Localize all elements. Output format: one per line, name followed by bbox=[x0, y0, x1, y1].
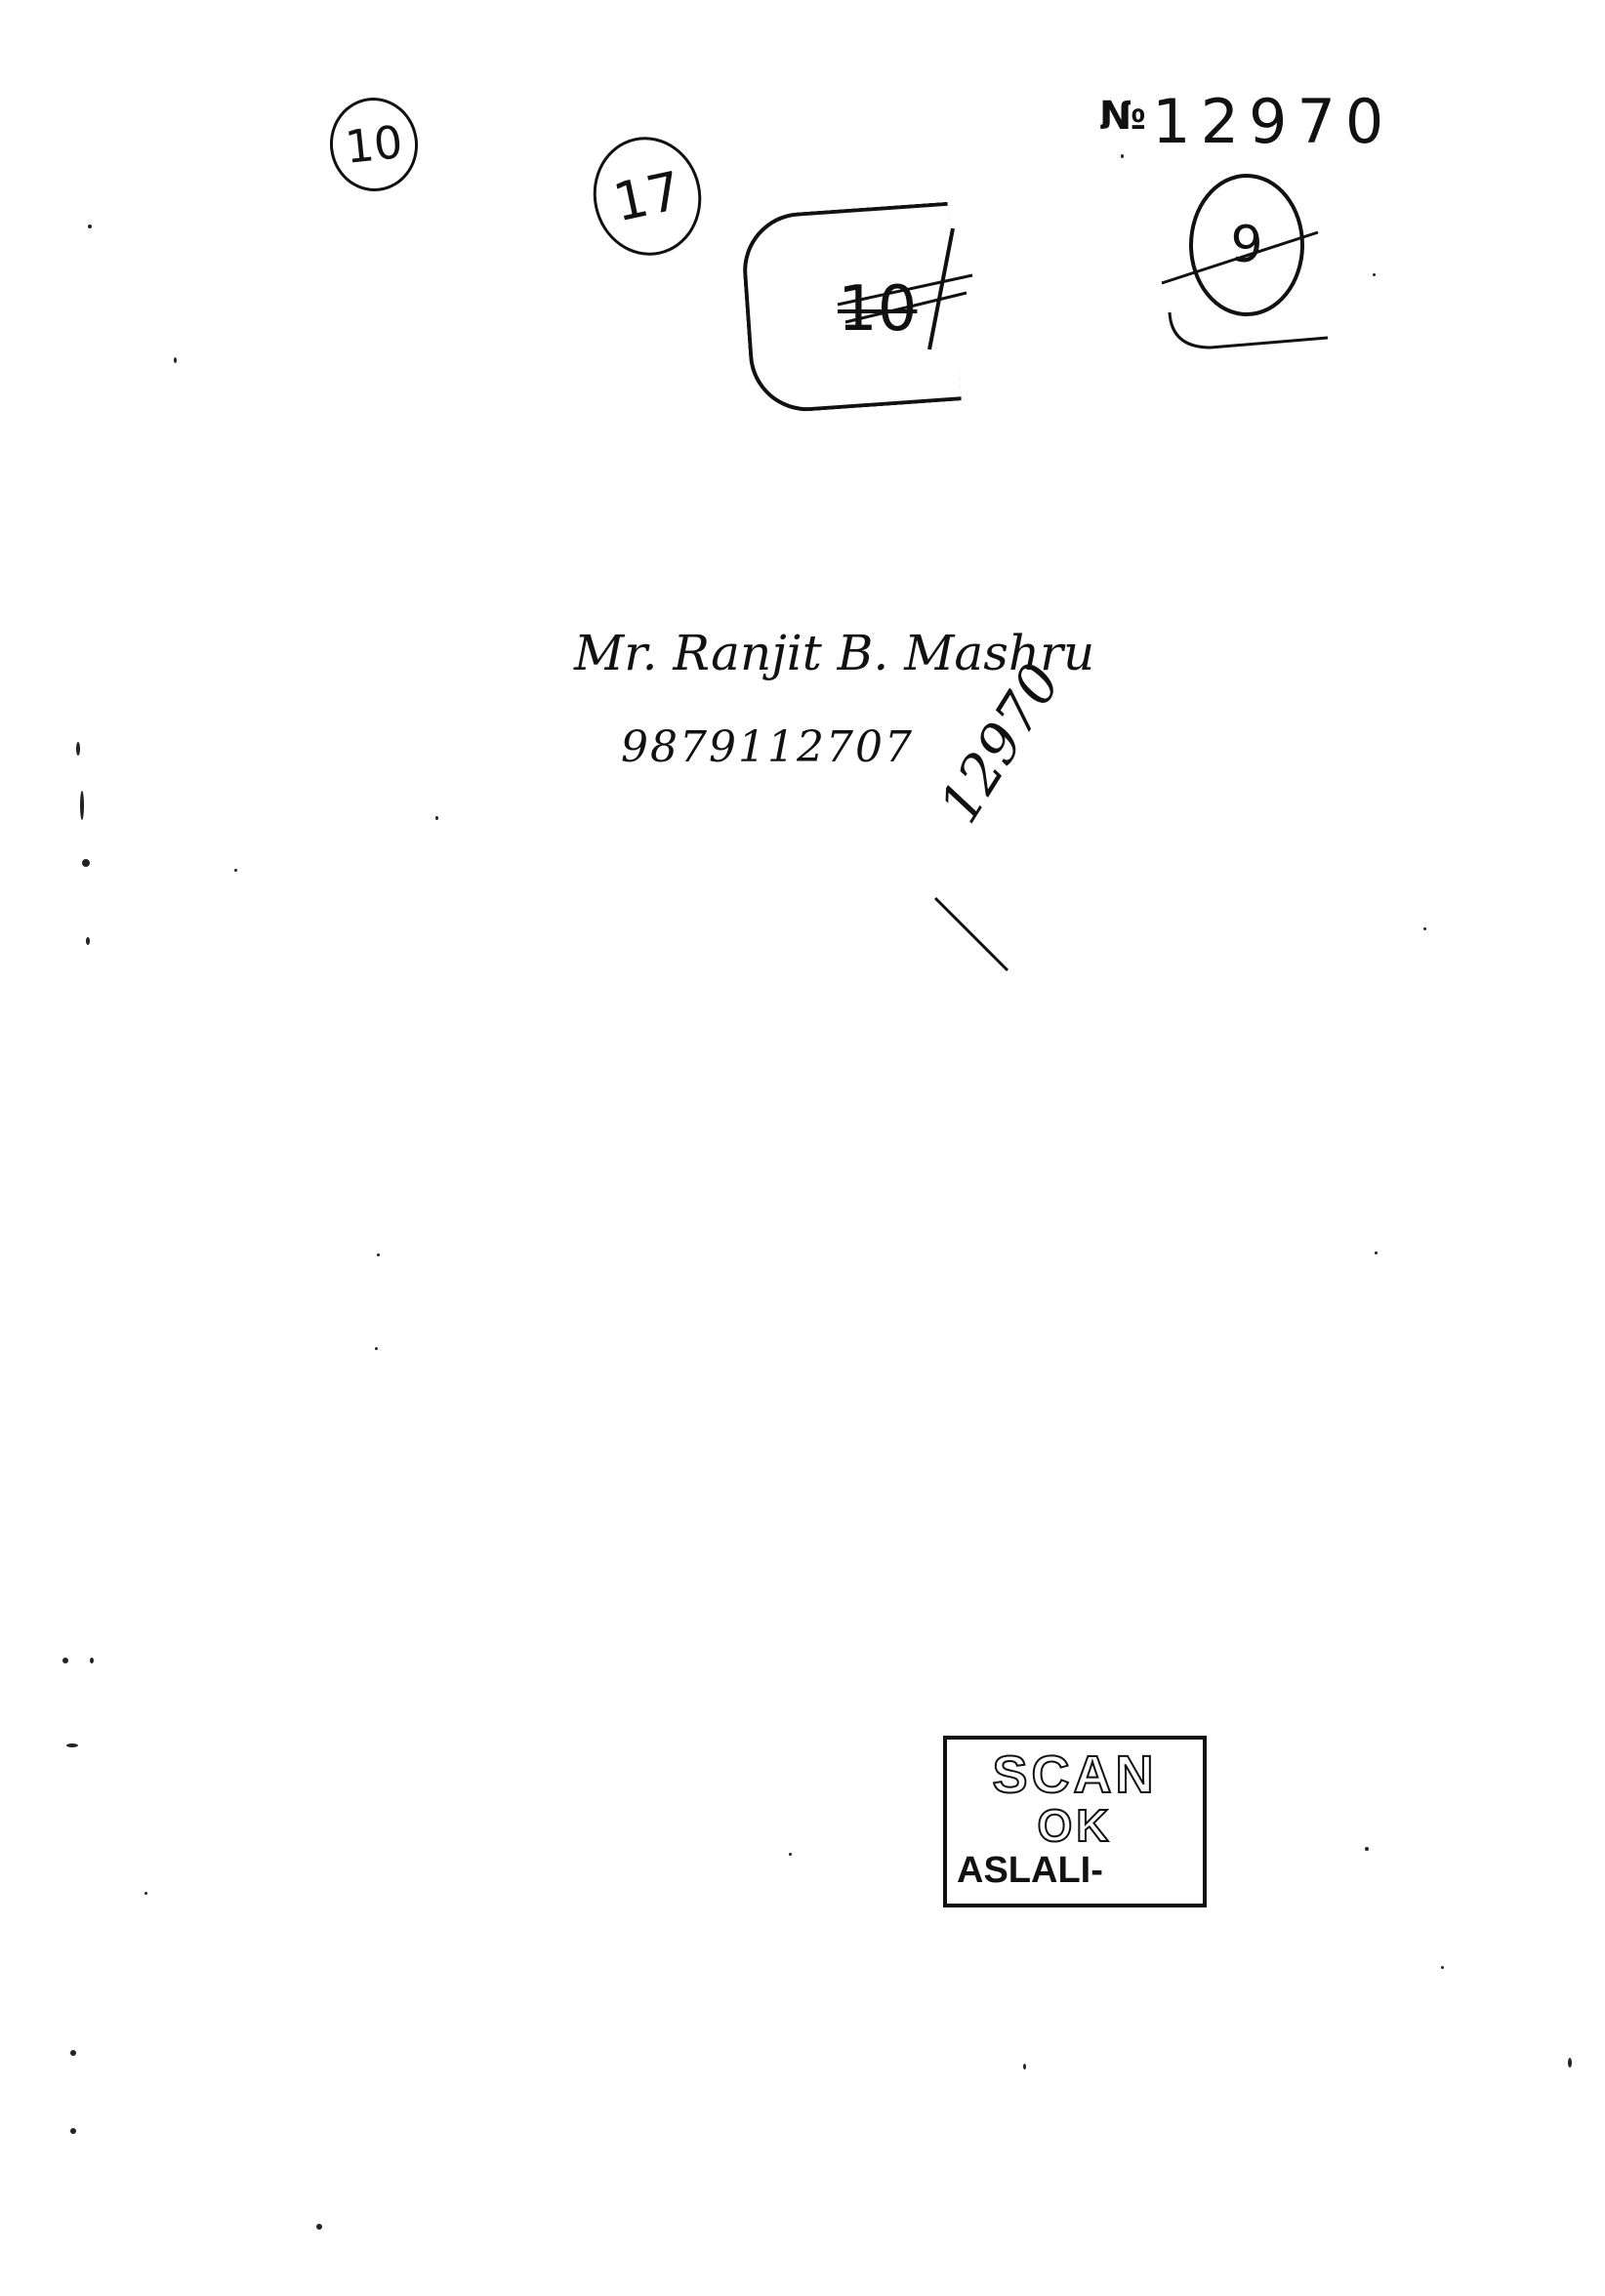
stamp-line-1: SCAN bbox=[992, 1745, 1158, 1804]
right-mark-underline bbox=[1170, 312, 1328, 348]
scan-speck bbox=[375, 1347, 378, 1350]
handwritten-name: Mr. Ranjit B. Mashru bbox=[574, 625, 1095, 681]
scan-speck bbox=[1441, 1966, 1444, 1969]
circled-mark-top-middle-text: 17 bbox=[607, 159, 687, 233]
boxed-mark-strike-2 bbox=[845, 293, 967, 322]
scan-speck bbox=[174, 357, 177, 363]
scan-speck bbox=[789, 1853, 792, 1856]
scan-speck bbox=[88, 225, 92, 228]
boxed-mark-stroke bbox=[929, 228, 953, 349]
scan-speck bbox=[66, 1743, 78, 1747]
scan-speck bbox=[144, 1892, 147, 1895]
scan-speck bbox=[1121, 154, 1124, 158]
scan-speck bbox=[62, 1658, 68, 1663]
scan-speck bbox=[90, 1658, 94, 1663]
scan-speck bbox=[1375, 1251, 1378, 1254]
scan-speck bbox=[1373, 273, 1376, 276]
scan-speck bbox=[234, 869, 237, 872]
circled-mark-right-text: 9 bbox=[1230, 216, 1263, 274]
scan-speck bbox=[377, 1253, 380, 1256]
scan-speck bbox=[1365, 1847, 1369, 1851]
stamp-line-3: ASLALI- bbox=[957, 1850, 1103, 1891]
scan-speck bbox=[1568, 2058, 1572, 2068]
stamp-line-2: OK bbox=[1037, 1800, 1113, 1851]
serial-prefix: № bbox=[1099, 94, 1147, 139]
scan-speck bbox=[80, 791, 84, 820]
scan-speck bbox=[70, 2128, 76, 2134]
scan-speck bbox=[76, 742, 80, 756]
scan-speck bbox=[1423, 927, 1426, 930]
circled-mark-top-left-text: 10 bbox=[343, 115, 405, 174]
scan-speck bbox=[1023, 2064, 1026, 2070]
diagonal-tail-stroke bbox=[935, 898, 1008, 970]
boxed-mark-text: 10 bbox=[838, 273, 918, 346]
handwritten-diagonal-number: 12970 bbox=[927, 652, 1074, 835]
scan-speck bbox=[316, 2224, 322, 2230]
right-mark-strike bbox=[1162, 232, 1318, 283]
scan-ok-stamp bbox=[943, 1736, 1207, 1907]
handwritten-phone: 9879112707 bbox=[621, 722, 914, 772]
scan-speck bbox=[86, 937, 90, 945]
scan-speck bbox=[435, 816, 438, 820]
scan-speck bbox=[82, 859, 90, 867]
serial-value: 12970 bbox=[1152, 86, 1394, 157]
boxed-mark-strike-1 bbox=[838, 275, 972, 305]
scan-speck bbox=[70, 2050, 76, 2056]
